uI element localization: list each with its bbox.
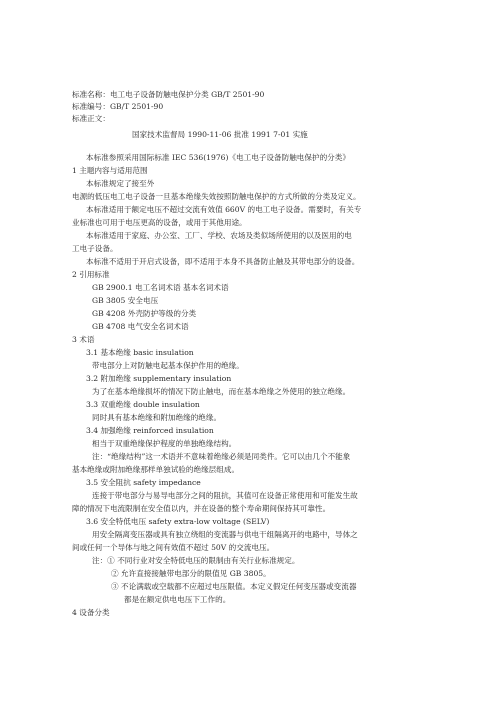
issuer-line: 国家技术监督局 1990-11-06 批准 1991 7-01 实施	[132, 130, 308, 139]
term-heading: 3.5 安全阻抗 safety impedance	[86, 478, 201, 487]
term-heading: 3.1 基本绝缘 basic insulation	[86, 348, 194, 357]
note-line: 都是在额定供电电压下工作的。	[124, 595, 231, 604]
text-line: 本标准适用于额定电压不超过交流有效值 660V 的电工电子设备。需要时，有关专	[86, 205, 362, 214]
meta-name-value: 电工电子设备防触电保护分类 GB/T 2501-90	[109, 90, 265, 99]
term-definition: 连接于带电部分与易导电部分之间的阻抗，其值可在设备正常使用和可能发生故	[92, 491, 358, 500]
text-line: 本标准适用于家庭、办公室、工厂、学校、农场及类似场所使用的以及医用的电	[86, 231, 352, 240]
meta-standard-name	[72, 89, 264, 100]
section-heading-2: 2 引用标准	[72, 270, 110, 279]
note-line: ② 允许直接接触带电部分的限值见 GB 3805。	[111, 569, 271, 578]
meta-name-label: 标准名称：	[72, 90, 110, 99]
term-definition: 带电部分上对防触电起基本保护作用的绝缘。	[92, 361, 244, 370]
text-line: 业标准也可用于电压更高的设备，或用于其他用途。	[72, 218, 247, 227]
term-definition: 用安全隔离变压器或具有独立绕组的变流器与供电干组隔离开的电路中，导体之	[92, 530, 358, 539]
term-definition: 相当于双重绝缘保护程度的单独绝缘结构。	[92, 439, 237, 448]
term-heading: 3.6 安全特低电压 safety extra-low voltage (SELV)	[86, 517, 270, 526]
section-heading-1: 1 主题内容与适用范围	[72, 166, 148, 175]
term-definition: 为了在基本绝缘损坏的情况下防止触电，而在基本绝缘之外使用的独立绝缘。	[92, 387, 351, 396]
note-line: 基本绝缘或附加绝缘那样单独试验的绝缘层组成。	[72, 465, 240, 474]
term-definition: 间或任何一个导体与地之间有效值不超过 50V 的交流电压。	[72, 543, 275, 552]
term-heading: 3.4 加强绝缘 reinforced insulation	[86, 426, 214, 435]
meta-number-value: GB/T 2501-90	[109, 102, 164, 111]
note-line: ③ 不论满载或空载都不应超过电压限值。本定义假定任何变压器或变流器	[111, 582, 357, 591]
term-heading: 3.3 双重绝缘 double insulation	[86, 400, 200, 409]
section-heading-4: 4 设备分类	[72, 608, 110, 617]
note-line: 注：“绝缘结构”这一术语并不意味着绝缘必须是同类件。它可以由几个不能象	[92, 452, 351, 461]
term-heading: 3.2 附加绝缘 supplementary insulation	[86, 374, 232, 383]
text-line: 本标准规定了接至外	[86, 179, 155, 188]
term-definition: 障的情况下电流限制在安全值以内，并在设备的整个寿命期间保持其可靠性。	[72, 504, 331, 513]
reference-item: GB 2900.1 电工名词术语 基本名词术语	[92, 283, 229, 292]
section-heading-3: 3 术语	[72, 335, 95, 344]
note-line: 注：① 不同行业对安全特低电压的限制由有关行业标准规定。	[92, 556, 300, 565]
meta-body-label: 标准正文：	[72, 114, 110, 123]
text-line: 电源的低压电工电子设备一旦基本绝缘失效按照防触电保护的方式所做的分类及定义。	[72, 192, 361, 201]
text-line: 工电子设备。	[72, 244, 118, 253]
meta-standard-number	[72, 101, 163, 112]
intro-paragraph: 本标准参照采用国际标准 IEC 536(1976)《电工电子设备防触电保护的分类》	[86, 153, 350, 162]
reference-item: GB 4708 电气安全名词术语	[92, 322, 189, 331]
text-line: 本标准不适用于开启式设备，即不适用于本身不具备防止触及其带电部分的设备。	[86, 257, 360, 266]
meta-number-label: 标准编号：	[72, 102, 110, 111]
term-definition: 同时具有基本绝缘和附加绝缘的绝缘。	[92, 413, 222, 422]
reference-item: GB 4208 外壳防护等级的分类	[92, 309, 197, 318]
reference-item: GB 3805 安全电压	[92, 296, 159, 305]
